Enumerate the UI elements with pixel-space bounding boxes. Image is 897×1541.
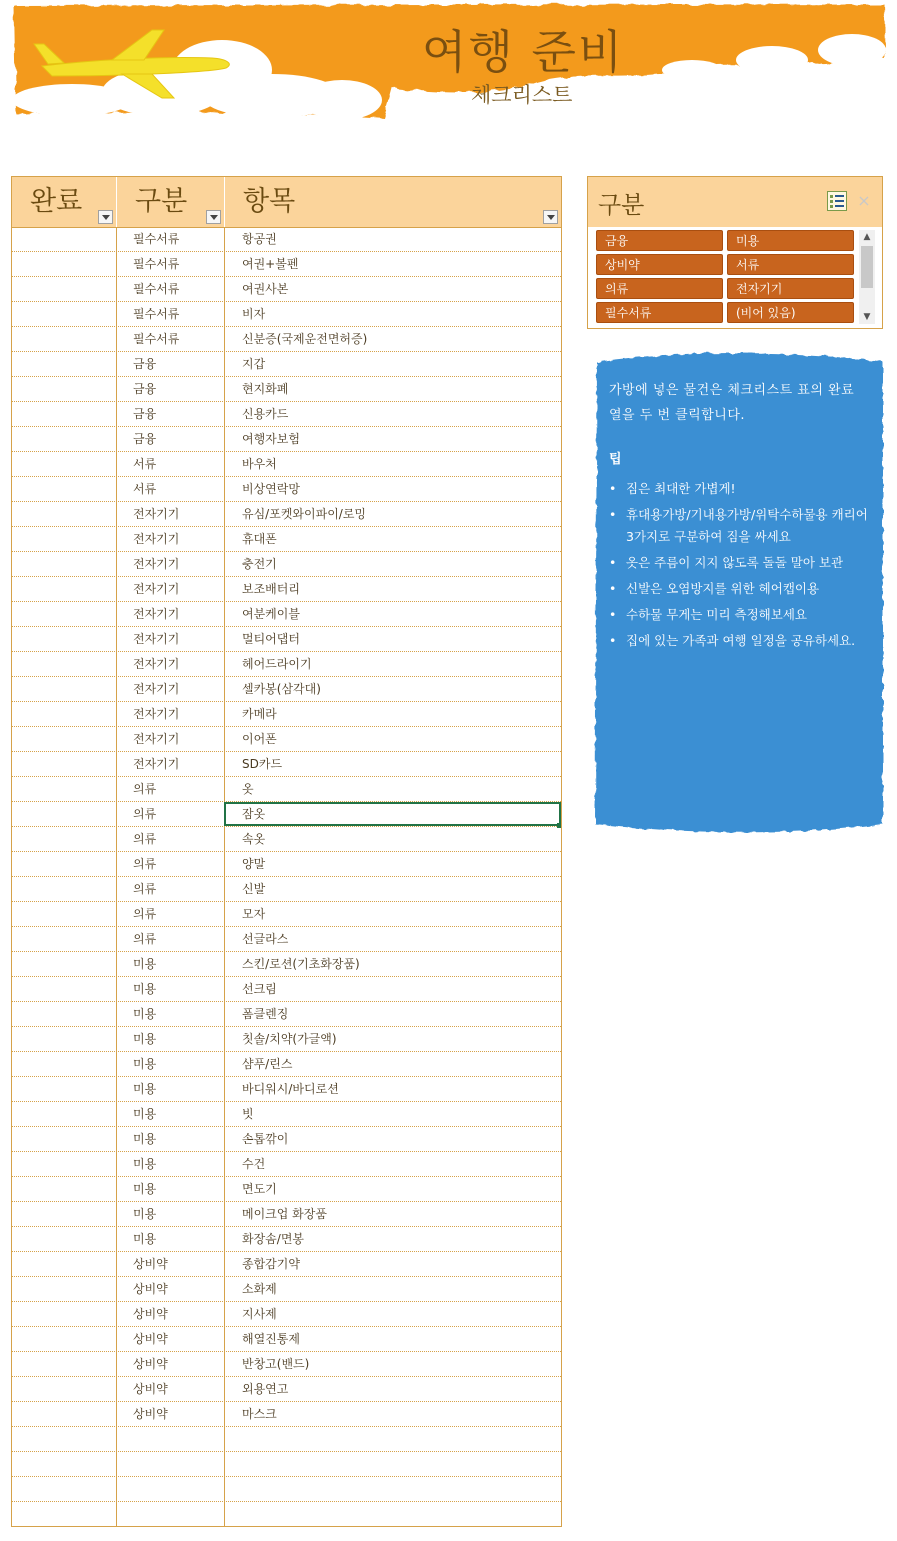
done-cell[interactable] [12,1377,116,1401]
filter-dropdown-icon[interactable] [98,210,113,224]
category-cell[interactable]: 전자기기 [116,652,224,676]
page-title: 여행 준비 [422,25,625,79]
tips-list [609,478,871,652]
done-cell[interactable] [12,1077,116,1101]
done-cell[interactable] [12,652,116,676]
category-cell[interactable]: 전자기기 [116,627,224,651]
category-cell[interactable]: 의류 [116,877,224,901]
item-cell[interactable] [224,1477,561,1501]
category-cell[interactable]: 금융 [116,377,224,401]
item-cell[interactable]: 마스크 [224,1402,561,1426]
table-row [12,1152,561,1177]
category-cell[interactable]: 미용 [116,1077,224,1101]
tips-heading: 팁 [609,452,622,467]
column-header-done [12,177,116,227]
category-cell[interactable]: 필수서류 [116,277,224,301]
slicer-item[interactable]: (비어 있음) [727,302,854,323]
category-cell[interactable]: 상비약 [116,1302,224,1326]
done-cell[interactable] [12,677,116,701]
table-row [12,702,561,727]
table-row [12,1502,561,1527]
item-cell[interactable]: 보조배터리 [224,577,561,601]
item-cell[interactable]: 면도기 [224,1177,561,1201]
category-cell[interactable]: 의류 [116,927,224,951]
done-cell[interactable] [12,252,116,276]
table-row [12,827,561,852]
slicer-item[interactable]: 필수서류 [596,302,723,323]
done-cell[interactable] [12,952,116,976]
done-cell[interactable] [12,1477,116,1501]
item-cell[interactable]: 선크림 [224,977,561,1001]
category-cell[interactable]: 미용 [116,1027,224,1051]
done-cell[interactable] [12,727,116,751]
item-cell[interactable]: 샴푸/린스 [224,1052,561,1076]
done-cell[interactable] [12,577,116,601]
item-cell[interactable]: 선글라스 [224,927,561,951]
category-cell[interactable]: 금융 [116,352,224,376]
item-cell[interactable]: 충전기 [224,552,561,576]
table-row [12,402,561,427]
done-cell[interactable] [12,1352,116,1376]
done-cell[interactable] [12,227,116,251]
fill-handle[interactable] [557,823,562,828]
item-cell[interactable]: 지사제 [224,1302,561,1326]
category-slicer [587,176,883,329]
category-cell[interactable]: 전자기기 [116,577,224,601]
item-cell[interactable]: 휴대폰 [224,527,561,551]
table-row [12,877,561,902]
done-cell[interactable] [12,327,116,351]
table-row [12,677,561,702]
table-row [12,352,561,377]
done-cell[interactable] [12,1127,116,1151]
item-cell[interactable]: 비자 [224,302,561,326]
item-cell[interactable]: 바디워시/바디로션 [224,1077,561,1101]
tip-item: • 휴대용가방/기내용가방/위탁수하물용 캐리어 3가지로 구분하여 짐을 싸세요 [609,504,871,548]
clear-filter-icon[interactable]: ⨯ [857,191,871,210]
item-cell[interactable]: 속옷 [224,827,561,851]
category-cell[interactable]: 미용 [116,1052,224,1076]
table-row [12,977,561,1002]
done-cell[interactable] [12,1277,116,1301]
header-banner [12,0,888,122]
table-row [12,1252,561,1277]
multi-select-icon[interactable] [827,191,847,211]
done-cell[interactable] [12,752,116,776]
table-row [12,1402,561,1427]
category-cell[interactable]: 미용 [116,1127,224,1151]
item-cell[interactable]: 외용연고 [224,1377,561,1401]
slicer-item[interactable]: 서류 [727,254,854,275]
item-cell[interactable]: 이어폰 [224,727,561,751]
table-row [12,1277,561,1302]
page-subtitle: 체크리스트 [471,83,573,107]
done-cell[interactable] [12,702,116,726]
done-cell[interactable] [12,552,116,576]
table-row [12,952,561,977]
item-cell[interactable]: 바우처 [224,452,561,476]
done-cell[interactable] [12,1002,116,1026]
slicer-item[interactable]: 금융 [596,230,723,251]
tips-instruction: 가방에 넣은 물건은 체크리스트 표의 완료 열을 두 번 클릭합니다. [609,383,855,423]
slicer-item[interactable]: 전자기기 [727,278,854,299]
item-cell[interactable]: 잠옷 [224,802,561,826]
category-cell[interactable]: 의류 [116,827,224,851]
done-cell[interactable] [12,927,116,951]
table-row [12,427,561,452]
table-row [12,802,561,827]
done-cell[interactable] [12,877,116,901]
done-cell[interactable] [12,1202,116,1226]
category-cell[interactable]: 상비약 [116,1377,224,1401]
item-cell[interactable] [224,1452,561,1476]
table-row [12,1302,561,1327]
category-cell[interactable]: 의류 [116,902,224,926]
category-cell[interactable]: 상비약 [116,1252,224,1276]
item-cell[interactable]: 여행자보험 [224,427,561,451]
done-cell[interactable] [12,1052,116,1076]
scroll-up-icon[interactable]: ▲ [863,232,871,242]
done-cell[interactable] [12,1302,116,1326]
item-cell[interactable]: 유심/포켓와이파이/로밍 [224,502,561,526]
item-cell[interactable]: 여분케이블 [224,602,561,626]
item-cell[interactable]: 손톱깎이 [224,1127,561,1151]
table-row [12,777,561,802]
item-cell[interactable]: 신용카드 [224,402,561,426]
done-cell[interactable] [12,1027,116,1051]
tips-content [609,378,871,656]
done-cell[interactable] [12,977,116,1001]
filter-dropdown-icon[interactable] [206,210,221,224]
item-cell[interactable]: 소화제 [224,1277,561,1301]
category-cell[interactable]: 전자기기 [116,602,224,626]
done-cell[interactable] [12,827,116,851]
item-cell[interactable]: 헤어드라이기 [224,652,561,676]
category-cell[interactable]: 상비약 [116,1352,224,1376]
slicer-title: 구분 [598,191,645,219]
table-row [12,1052,561,1077]
item-cell[interactable] [224,1427,561,1451]
table-row [12,1377,561,1402]
category-cell[interactable] [116,1452,224,1476]
done-cell[interactable] [12,1227,116,1251]
table-row [12,1127,561,1152]
item-cell[interactable]: 양말 [224,852,561,876]
category-cell[interactable]: 금융 [116,427,224,451]
table-row [12,1027,561,1052]
table-row [12,1102,561,1127]
done-cell[interactable] [12,1402,116,1426]
category-cell[interactable]: 전자기기 [116,677,224,701]
done-cell[interactable] [12,1427,116,1451]
category-cell[interactable]: 미용 [116,1002,224,1026]
item-cell[interactable]: 해열진통제 [224,1327,561,1351]
item-cell[interactable]: 여권사본 [224,277,561,301]
table-row [12,1477,561,1502]
category-cell[interactable]: 상비약 [116,1277,224,1301]
category-cell[interactable]: 필수서류 [116,302,224,326]
done-cell[interactable] [12,1452,116,1476]
item-cell[interactable]: 여권+볼펜 [224,252,561,276]
table-row [12,252,561,277]
table-header [12,177,561,228]
category-cell[interactable]: 필수서류 [116,252,224,276]
category-cell[interactable] [116,1502,224,1526]
table-row [12,852,561,877]
table-row [12,752,561,777]
category-cell[interactable]: 전자기기 [116,702,224,726]
category-cell[interactable]: 미용 [116,1202,224,1226]
table-row [12,327,561,352]
item-cell[interactable]: 카메라 [224,702,561,726]
category-cell[interactable]: 상비약 [116,1402,224,1426]
table-row [12,302,561,327]
slicer-item[interactable]: 상비약 [596,254,723,275]
done-cell[interactable] [12,902,116,926]
tip-item: • 집에 있는 가족과 여행 일정을 공유하세요. [609,630,871,652]
category-cell[interactable]: 미용 [116,1152,224,1176]
table-row [12,1177,561,1202]
done-cell[interactable] [12,527,116,551]
item-cell[interactable]: 항공권 [224,227,561,251]
category-cell[interactable] [116,1477,224,1501]
slicer-scrollbar[interactable] [859,230,875,324]
tip-item: • 짐은 최대한 가볍게! [609,478,871,500]
item-cell[interactable]: 셀카봉(삼각대) [224,677,561,701]
category-cell[interactable]: 미용 [116,1227,224,1251]
slicer-item[interactable]: 미용 [727,230,854,251]
item-cell[interactable]: 종합감기약 [224,1252,561,1276]
item-cell[interactable]: 옷 [224,777,561,801]
slicer-header [588,177,882,227]
done-cell[interactable] [12,802,116,826]
table-row [12,1427,561,1452]
table-row [12,1077,561,1102]
table-row [12,577,561,602]
table-row [12,1002,561,1027]
table-row [12,377,561,402]
table-row [12,552,561,577]
item-cell[interactable] [224,1502,561,1526]
column-header-category [116,177,224,227]
done-cell[interactable] [12,777,116,801]
category-cell[interactable]: 의류 [116,777,224,801]
tip-item: • 신발은 오염방지를 위한 헤어캡이용 [609,578,871,600]
table-row [12,1352,561,1377]
table-row [12,1327,561,1352]
column-header-label: 구분 [135,186,188,217]
done-cell[interactable] [12,852,116,876]
column-header-label: 항목 [243,186,296,217]
item-cell[interactable]: 화장솜/면봉 [224,1227,561,1251]
table-row [12,727,561,752]
done-cell[interactable] [12,1152,116,1176]
item-cell[interactable]: 빗 [224,1102,561,1126]
item-cell[interactable]: 칫솔/치약(가글액) [224,1027,561,1051]
done-cell[interactable] [12,602,116,626]
done-cell[interactable] [12,277,116,301]
table-row [12,602,561,627]
item-cell[interactable]: 멀티어댑터 [224,627,561,651]
category-cell[interactable]: 서류 [116,452,224,476]
item-cell[interactable]: 비상연락망 [224,477,561,501]
item-cell[interactable]: 반창고(밴드) [224,1352,561,1376]
item-cell[interactable]: 폼클렌징 [224,1002,561,1026]
item-cell[interactable]: 지갑 [224,352,561,376]
done-cell[interactable] [12,377,116,401]
category-cell[interactable]: 필수서류 [116,227,224,251]
category-cell[interactable]: 미용 [116,952,224,976]
done-cell[interactable] [12,302,116,326]
item-cell[interactable]: 메이크업 화장품 [224,1202,561,1226]
category-cell[interactable]: 미용 [116,1102,224,1126]
done-cell[interactable] [12,402,116,426]
slicer-item[interactable]: 의류 [596,278,723,299]
table-row [12,1227,561,1252]
done-cell[interactable] [12,1177,116,1201]
done-cell[interactable] [12,627,116,651]
table-row [12,477,561,502]
item-cell[interactable]: 신발 [224,877,561,901]
item-cell[interactable]: 현지화폐 [224,377,561,401]
category-cell[interactable]: 상비약 [116,1327,224,1351]
column-header-label: 완료 [30,186,83,217]
done-cell[interactable] [12,1327,116,1351]
category-cell[interactable]: 전자기기 [116,752,224,776]
category-cell[interactable]: 미용 [116,1177,224,1201]
done-cell[interactable] [12,1102,116,1126]
item-cell[interactable]: 수건 [224,1152,561,1176]
category-cell[interactable]: 의류 [116,852,224,876]
category-cell[interactable]: 금융 [116,402,224,426]
table-row [12,927,561,952]
table-body [12,227,561,1527]
table-row [12,1452,561,1477]
table-row [12,452,561,477]
item-cell[interactable]: SD카드 [224,752,561,776]
tip-item: • 수하물 무게는 미리 측정해보세요 [609,604,871,626]
done-cell[interactable] [12,452,116,476]
category-cell[interactable]: 전자기기 [116,527,224,551]
done-cell[interactable] [12,427,116,451]
table-row [12,1202,561,1227]
table-row [12,277,561,302]
done-cell[interactable] [12,477,116,501]
scroll-down-icon[interactable]: ▼ [863,312,871,322]
done-cell[interactable] [12,352,116,376]
item-cell[interactable]: 스킨/로션(기초화장품) [224,952,561,976]
category-cell[interactable]: 전자기기 [116,502,224,526]
done-cell[interactable] [12,1252,116,1276]
scroll-thumb[interactable] [861,246,873,288]
table-row [12,227,561,252]
category-cell[interactable]: 전자기기 [116,727,224,751]
category-cell[interactable]: 전자기기 [116,552,224,576]
checklist-table [11,176,562,1527]
tip-item: • 옷은 주름이 지지 않도록 돌돌 말아 보관 [609,552,871,574]
category-cell[interactable] [116,1427,224,1451]
category-cell[interactable]: 미용 [116,977,224,1001]
filter-dropdown-icon[interactable] [543,210,558,224]
category-cell[interactable]: 의류 [116,802,224,826]
done-cell[interactable] [12,502,116,526]
item-cell[interactable]: 신분증(국제운전면허증) [224,327,561,351]
tips-panel [593,350,886,833]
table-row [12,652,561,677]
column-header-item [224,177,561,227]
table-row [12,902,561,927]
done-cell[interactable] [12,1502,116,1526]
item-cell[interactable]: 모자 [224,902,561,926]
category-cell[interactable]: 서류 [116,477,224,501]
table-row [12,627,561,652]
category-cell[interactable]: 필수서류 [116,327,224,351]
table-row [12,502,561,527]
table-row [12,527,561,552]
